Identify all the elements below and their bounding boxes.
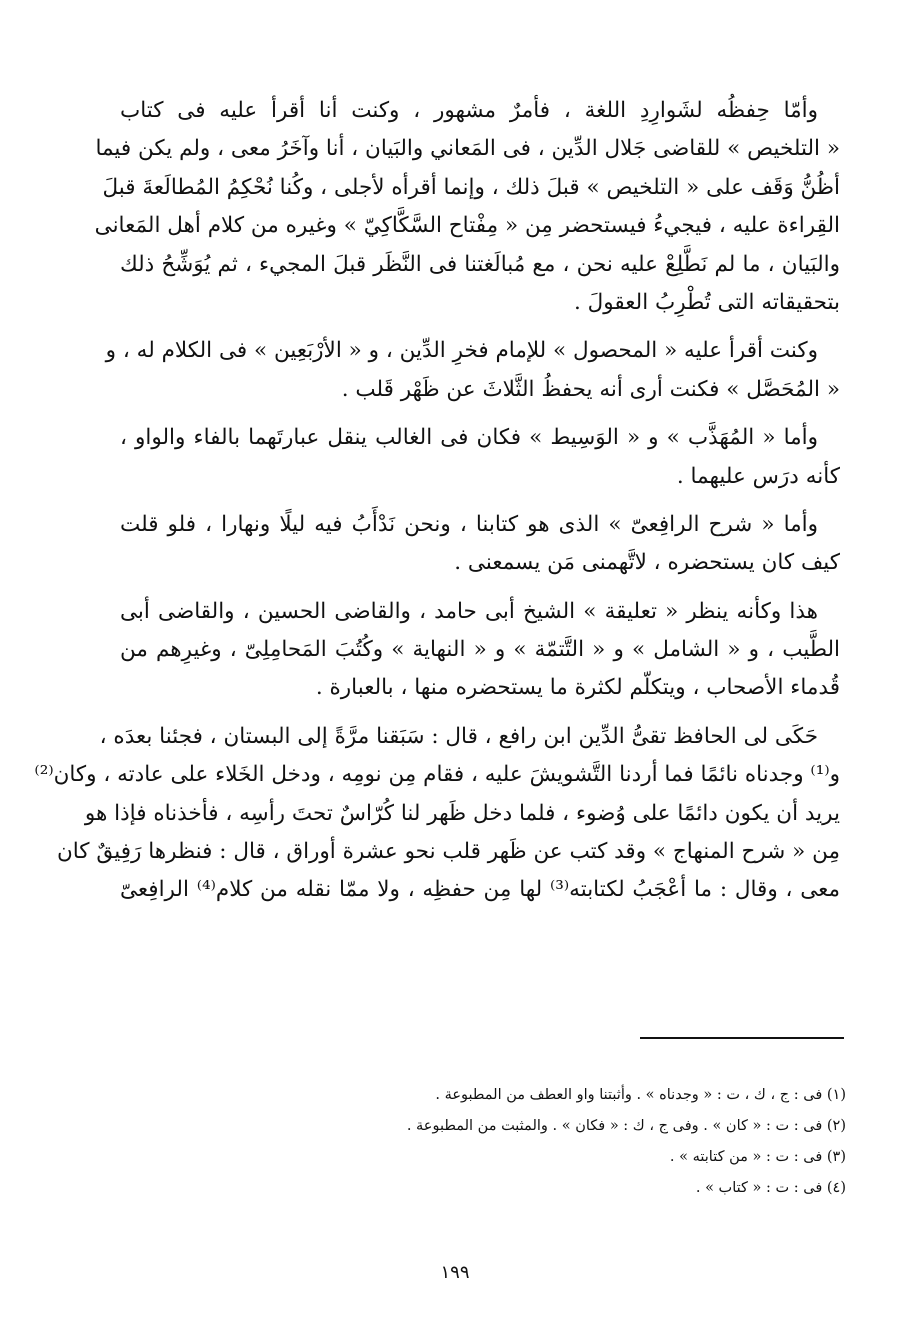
paragraph-3	[120, 419, 840, 496]
paragraph-5	[120, 593, 840, 708]
text-line: وكنت أقرأ عليه « المحصول » للإمام فخرِ الدِّين ، و « الأرْبَعِين » فى الكلام له ، و	[105, 338, 818, 364]
main-text	[34, 92, 841, 920]
text-line: الطَّيب ، و « الشامل » و « التَّتمّة » و « النهاية » وكُتُبَ المَحامِلِىّ ، وغيرِهم من	[120, 637, 840, 663]
paragraph-1	[94, 92, 840, 322]
text-line: كيف كان يستحضره ، لاتَّهمنى مَن يسمعنى .	[454, 550, 840, 576]
footnote: (٢) فى : ت : « كان » . وفى ج ، ك : « فكان » . والمثبت من المطبوعة .	[406, 1118, 846, 1134]
text-line: قُدماء الأصحاب ، ويتكلّم لكثرة ما يستحضره منها ، بالعبارة .	[315, 675, 840, 701]
text-line: بتحقيقاته التى تُطْرِبُ العقولَ .	[574, 289, 840, 315]
text-line: و⁽¹⁾ وجدناه نائمًا فما أردنا التَّشويشَ عليه ، فقام مِن نومِه ، ودخل الخَلاء على عادته ، وكان⁽²⁾	[34, 762, 840, 788]
text-line: والبَيان ، ما لم نَطَّلِعْ عليه نحن ، مع مُبالَغتنا فى النَّظَر قبلَ المجيء ، ثم يُوَشِّحُ ذلك	[120, 251, 840, 277]
text-line: معى ، وقال : ما أعْجَبُ لكتابته⁽³⁾ لها مِن حفظِه ، ولا ممّا نقله من كلام⁽⁴⁾ الرافِعىّ	[120, 877, 841, 903]
text-line: « التلخيص » للقاضى جَلال الدِّين ، فى المَعاني والبَيان ، أنا وآخَرُ معى ، ولم يكن فيما	[95, 136, 840, 162]
text-line: يريد أن يكون دائمًا على وُضوء ، فلما دخل ظَهر لنا كُرّاسٌ تحتَ رأسِه ، فأخذناه فإذا هو	[84, 800, 840, 826]
footnote: (٤) فى : ت : « كتاب » .	[695, 1180, 846, 1196]
paragraph-2	[105, 332, 840, 409]
page-number: ١٩٩	[440, 1262, 470, 1283]
footnote: (١) فى : ج ، ك ، ت : « وجدناه » . وأثبتنا واو العطف من المطبوعة .	[435, 1087, 846, 1103]
text-line: هذا وكأنه ينظر « تعليقة » الشيخ أبى حامد ، والقاضى الحسين ، والقاضى أبى	[120, 598, 818, 624]
text-line: وأما « شرح الرافِعىّ » الذى هو كتابنا ، ونحن نَدْأَبُ فيه ليلًا ونهارا ، فلو قلت	[120, 511, 818, 537]
text-line: وأما « المُهَذَّب » و « الوَسِيط » فكان فى الغالب ينقل عبارتَهما بالفاء والواو ،	[120, 425, 818, 451]
text-line: حَكَى لى الحافظ تقىُّ الدِّين ابن رافع ، قال : سَبَقنا مرَّةً إلى البستان ، فجئنا بعدَه ،	[99, 723, 818, 749]
text-line: القِراءة عليه ، فيجيءُ فيستحضر مِن « مِفْتاح السَّكَّاكِيّ » وغيره من كلام أهل المَعانى	[94, 213, 840, 239]
text-line: أظُنُّ وَقَف على « التلخيص » قبلَ ذلك ، وإنما أقرأه لأجلى ، وكُنا نُحْكِمُ المُطالَعةَ قبلَ	[102, 174, 840, 200]
text-line: « المُحَصَّل » فكنت أرى أنه يحفظُ الثَّلاثَ عن ظَهْر قَلب .	[341, 376, 840, 402]
footnote-divider	[640, 1037, 844, 1039]
text-line: مِن « شرح المنهاج » وقد كتب عن ظَهر قلب نحو عشرة أوراق ، قال : فنظرها رَفِيقٌ كان	[56, 839, 840, 865]
paragraph-6	[34, 718, 841, 910]
footnote: (٣) فى : ت : « من كتابته » .	[669, 1149, 846, 1165]
footnotes	[300, 1080, 846, 1204]
text-line: كأنه درَس عليهما .	[676, 463, 840, 489]
paragraph-4	[120, 506, 840, 583]
text-line: وأمّا حِفظُه لشَوارِدِ اللغة ، فأمرٌ مشهور ، وكنت أنا أقرأ عليه فى كتاب	[120, 98, 818, 123]
